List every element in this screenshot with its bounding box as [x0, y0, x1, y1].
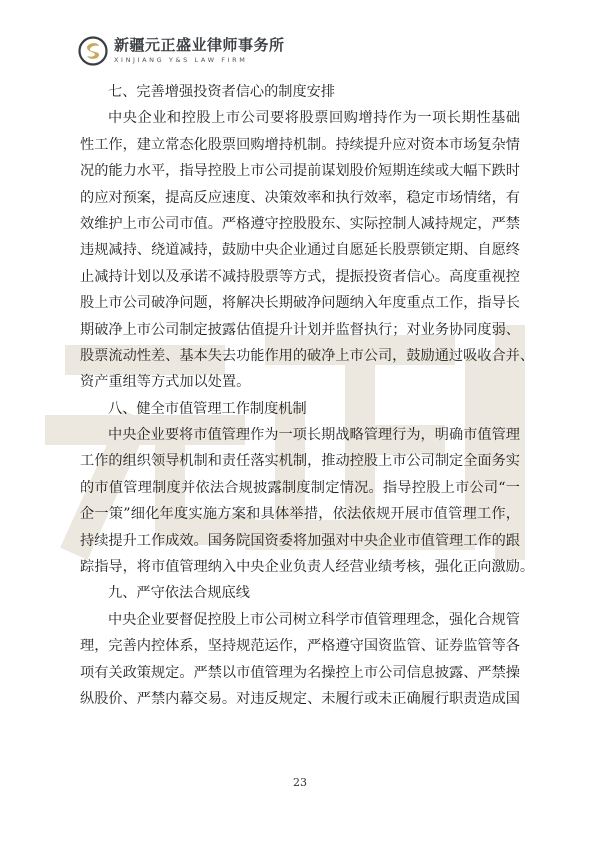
text-line: 工作的组织领导机制和责任落实机制，推动控股上市公司制定全面务实 [80, 453, 520, 470]
text-line: 期破净上市公司制定披露估值提升计划并监督执行；对业务协同度弱、 [80, 321, 520, 338]
text-line: 的应对预案，提高反应速度、决策效率和执行效率，稳定市场情绪，有 [80, 189, 520, 206]
text-line: 的市值管理制度并依法合规披露制度制定情况。指导控股上市公司“一 [80, 479, 520, 496]
section-heading: 九、严守依法合规底线 [108, 585, 250, 602]
document-body [80, 79, 535, 712]
firm-name-cn: 新疆元正盛业律师事务所 [114, 36, 285, 55]
text-line: 纵股价、严禁内幕交易。对违反规定、未履行或未正确履行职责造成国 [80, 690, 520, 707]
text-line: 中央企业要将市值管理作为一项长期战略管理行为，明确市值管理 [108, 427, 520, 444]
text-line: 企一策”细化年度实施方案和具体举措，依法依规开展市值管理工作， [80, 506, 520, 523]
text-line: 中央企业和控股上市公司要将股票回购增持作为一项长期性基础 [108, 110, 520, 127]
firm-name-block [114, 38, 285, 64]
text-line: 持续提升工作成效。国务院国资委将加强对中央企业市值管理工作的跟 [80, 532, 520, 549]
page-number: 23 [293, 776, 307, 789]
text-line: 理，完善内控体系，坚持规范运作，严格遵守国资监管、证券监管等各 [80, 638, 520, 655]
firm-name-en: XINJIANG Y&S LAW FIRM [114, 56, 248, 65]
section-heading: 八、健全市值管理工作制度机制 [108, 400, 307, 417]
text-line: 股上市公司破净问题，将解决长期破净问题纳入年度重点工作，指导长 [80, 295, 520, 312]
text-line: 效维护上市公司市值。严格遵守控股股东、实际控制人减持规定，严禁 [80, 215, 520, 232]
text-line: 资产重组等方式加以处置。 [80, 374, 251, 391]
firm-logo-icon [78, 36, 108, 66]
text-line: 项有关政策规定。严禁以市值管理为名操控上市公司信息披露、严禁操 [80, 664, 520, 681]
section-heading: 七、完善增强投资者信心的制度安排 [108, 84, 336, 100]
text-line: 踪指导，将市值管理纳入中央企业负责人经营业绩考核，强化正向激励。 [80, 559, 535, 576]
text-line: 股票流动性差、基本失去功能作用的破净上市公司，鼓励通过吸收合并、 [80, 347, 535, 364]
text-line: 止减持计划以及承诺不减持股票等方式，提振投资者信心。高度重视控 [80, 268, 520, 285]
text-line: 性工作，建立常态化股票回购增持机制。持续提升应对资本市场复杂情 [80, 136, 520, 153]
letterhead [78, 34, 285, 68]
text-line: 违规减持、绕道减持，鼓励中央企业通过自愿延长股票锁定期、自愿终 [80, 242, 520, 259]
text-line: 中央企业要督促控股上市公司树立科学市值管理理念，强化合规管 [108, 611, 520, 628]
text-line: 况的能力水平，指导控股上市公司提前谋划股价短期连续或大幅下跌时 [80, 163, 520, 180]
